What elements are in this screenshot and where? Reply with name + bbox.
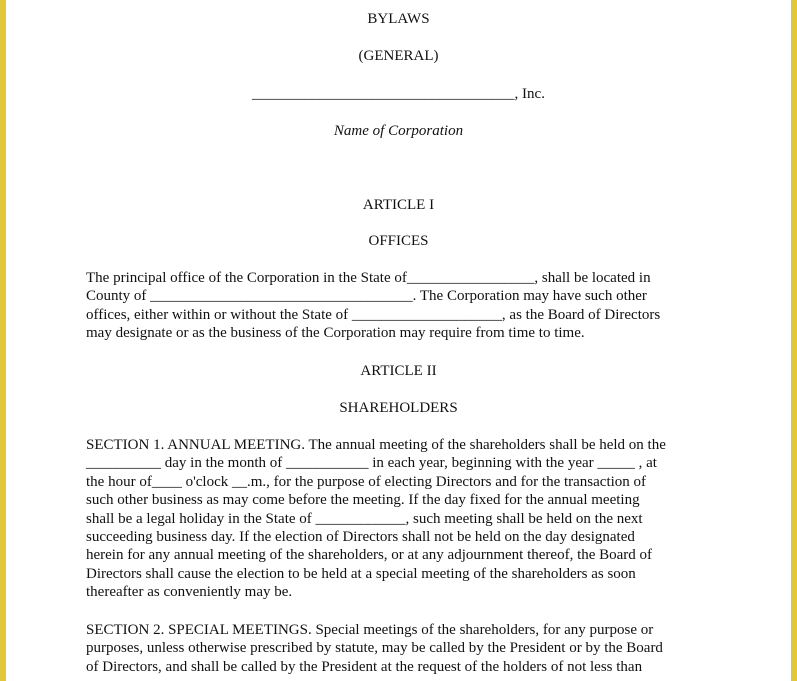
document-page [6, 0, 791, 681]
section-1-annual-meeting [86, 436, 726, 602]
corporation-name-blank: ___________________________________, Inc. [252, 86, 545, 102]
paragraph-line: of Directors, and shall be called by the President at the request of the holders of not less than [86, 658, 643, 675]
section-2-special-meetings [86, 621, 726, 676]
paragraph-line: SECTION 1. ANNUAL MEETING. The annual meeting of the shareholders shall be held on the [86, 437, 666, 453]
paragraph-line: may designate or as the business of the Corporation may require from time to time. [86, 325, 585, 342]
paragraph-line: the hour of____ o'clock __.m., for the purpose of electing Directors and for the transaction of [86, 473, 647, 490]
article-1-paragraph [86, 269, 726, 343]
article-1-heading: ARTICLE I [362, 197, 435, 213]
paragraph-line: thereafter as conveniently may be. [86, 584, 293, 601]
paragraph-line: succeeding business day. If the election of Directors shall not be held on the day designated [86, 528, 635, 545]
article-2-heading: ARTICLE II [360, 363, 437, 379]
document-title: BYLAWS [367, 11, 430, 27]
paragraph-line: offices, either within or without the State of ____________________, as the Board of Directors [86, 306, 661, 323]
paragraph-line: purposes, unless otherwise prescribed by statute, may be called by the President or by the Board [86, 640, 663, 657]
paragraph-line: herein for any annual meeting of the shareholders, or at any adjournment thereof, the Board of [86, 547, 653, 564]
paragraph-line: Directors shall cause the election to be held at a special meeting of the shareholders as soon [86, 565, 636, 582]
paragraph-line: County of ___________________________________. The Corporation may have such other [86, 288, 647, 305]
paragraph-line: The principal office of the Corporation in the State of_________________, shall be located in [86, 270, 651, 286]
paragraph-line: SECTION 2. SPECIAL MEETINGS. Special meetings of the shareholders, for any purpose or [86, 622, 654, 638]
paragraph-line: such other business as may come before the meeting. If the day fixed for the annual meeting [86, 492, 640, 509]
article-2-subheading: SHAREHOLDERS [339, 400, 458, 416]
document-subtitle: (GENERAL) [358, 48, 439, 64]
paragraph-line: __________ day in the month of ___________ in each year, beginning with the year _____ , at [86, 455, 657, 472]
paragraph-line: shall be a legal holiday in the State of ____________, such meeting shall be held on the next [86, 510, 643, 527]
corporation-name-caption: Name of Corporation [333, 123, 464, 139]
article-1-subheading: OFFICES [368, 233, 429, 249]
